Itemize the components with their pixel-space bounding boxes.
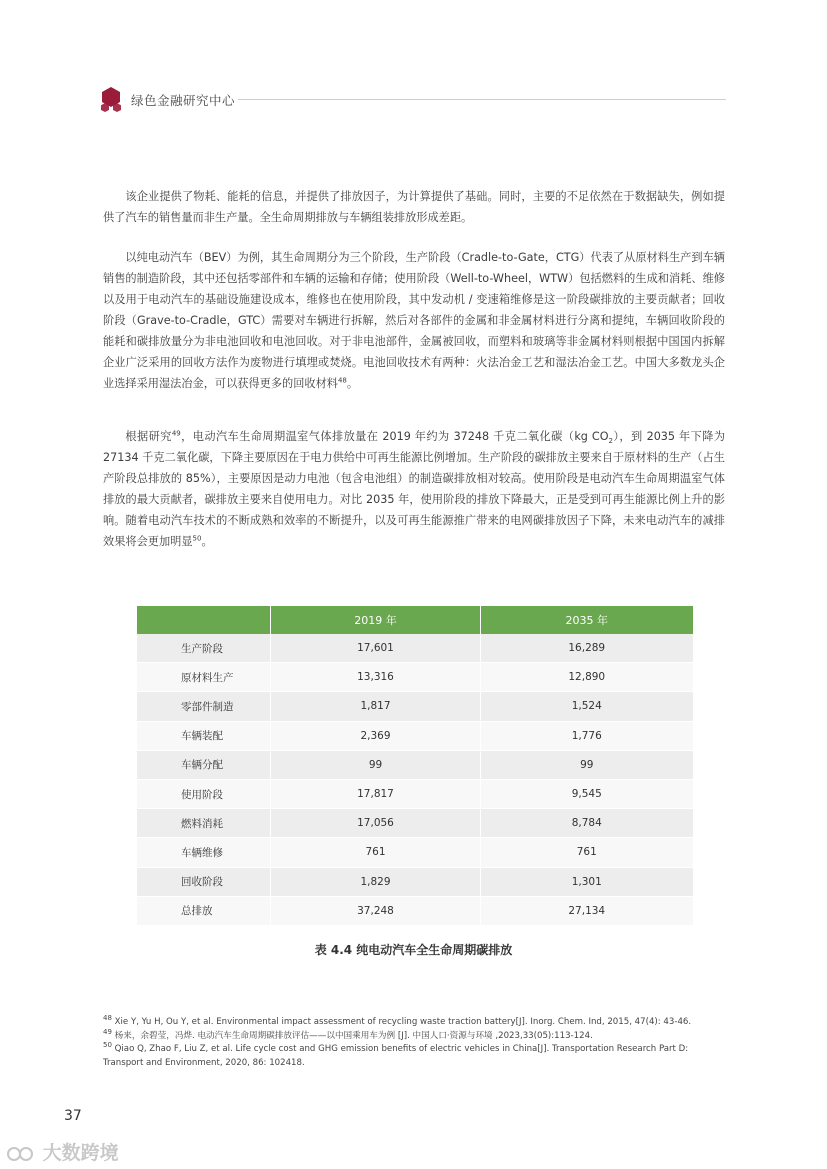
- value-2035: 27,134: [481, 896, 693, 925]
- paragraph-1: [103, 186, 725, 228]
- value-2019: 13,316: [271, 663, 481, 692]
- footnote-ref-50[interactable]: 50: [192, 534, 202, 543]
- value-2035: 761: [481, 838, 693, 867]
- table-row: [137, 867, 693, 896]
- table-row: [137, 721, 693, 750]
- value-2019: 761: [271, 838, 481, 867]
- value-2035: 12,890: [481, 663, 693, 692]
- value-2019: 17,817: [271, 779, 481, 808]
- paragraph-2: [103, 247, 725, 394]
- paragraph-2-text: 以纯电动汽车（BEV）为例，其生命周期分为三个阶段，生产阶段（Cradle-to-Gate，CTG）代表了从原材料生产到车辆销售的制造阶段，其中还包括零部件和车辆的运输和存储；使用阶段（Well-to-Wheel，WTW）包括燃料的生成和消耗、维修以及用于电动汽车的基础设施建设成本，维修也在使用阶段，其中发动机 / 变速箱维修是这一阶段碳排放的主要贡献者；回收阶段（Grave-to-Cradle，GTC）需要对车辆进行拆解，然后对各部件的金属和非金属材料进行分离和提纯，车辆回收阶段的能耗和碳排放量分为非电池回收和电池回收。对于非电池部件，金属被回收，而塑料和玻璃等非金属材料则根据中国国内拆解企业广泛采用的回收方法作为废物进行填埋或焚烧。电池回收技术有两种：火法冶金工艺和湿法冶金工艺。中国大多数龙头企业选择采用湿法冶金，可以获得更多的回收材料$^{48}$。: [103, 251, 725, 390]
- table-row: [137, 838, 693, 867]
- row-label: 使用阶段: [137, 779, 271, 808]
- value-2035: 1,301: [481, 867, 693, 896]
- value-2019: 1,817: [271, 692, 481, 721]
- value-2035: 8,784: [481, 809, 693, 838]
- value-2035: 1,524: [481, 692, 693, 721]
- header-divider: [238, 99, 726, 100]
- row-label: 车辆分配: [137, 750, 271, 779]
- value-2019: 17,601: [271, 634, 481, 663]
- row-label: 回收阶段: [137, 867, 271, 896]
- value-2019: 37,248: [271, 896, 481, 925]
- paragraph-3-text: 根据研究$^{49}$，电动汽车生命周期温室气体排放量在 2019 年约为 37248 千克二氧化碳（kg $CO_2$），到 2035 年下降为 27134 千克二氧化碳，下降主要原因在于电力供给中可再生能源比例增加。生产阶段的碳排放主要来自于原材料的生产（占生产阶段总排放的 85%），主要原因是动力电池（包含电池组）的制造碳排放相对较高。使用阶段是电动汽车生命周期温室气体排放的最大贡献者，碳排放主要来自使用电力。对比 2035 年，使用阶段的排放下降最大，正是受到可再生能源比例上升的影响。随着电动汽车技术的不断成熟和效率的不断提升，以及可再生能源推广带来的电网碳排放因子下降，未来电动汽车的减排效果将会更加明显$^{50}$。: [103, 429, 726, 548]
- org-name: 绿色金融研究中心: [131, 93, 236, 108]
- page-number: 37: [64, 1108, 82, 1124]
- table-header-row: [137, 606, 693, 634]
- table-header-2035: 2035 年: [481, 606, 693, 634]
- row-label: 总排放: [137, 896, 271, 925]
- watermark-logo-icon: [6, 1144, 36, 1164]
- table-header-2019: 2019 年: [271, 606, 481, 634]
- paragraph-3: [103, 426, 725, 552]
- value-2035: 1,776: [481, 721, 693, 750]
- table-row: [137, 896, 693, 925]
- footnotes: [103, 1016, 727, 1070]
- footnote-49: $^{49}$ 杨来，余碧莹，冯烨. 电动汽车生命周期碳排放评估——以中国乘用车为例 [J]. 中国人口·资源与环境 ,2023,33(05):113-124.: [103, 1027, 593, 1041]
- value-2019: 99: [271, 750, 481, 779]
- row-label: 燃料消耗: [137, 809, 271, 838]
- footnote-ref-48[interactable]: 48: [337, 376, 347, 385]
- value-2035: 9,545: [481, 779, 693, 808]
- row-label: 原材料生产: [137, 663, 271, 692]
- table-caption: 表 4.4 纯电动汽车全生命周期碳排放: [314, 943, 513, 957]
- footnote-48: $^{48}$ Xie Y, Yu H, Ou Y, et al. Environmental impact assessment of recycling waste traction battery[J]. Inorg. Chem. Ind, 2015, 47(4): 43-46.: [103, 1014, 692, 1027]
- page-header: [100, 86, 726, 116]
- row-label: 车辆装配: [137, 721, 271, 750]
- footnote-50: $^{50}$ Qiao Q, Zhao F, Liu Z, et al. Life cycle cost and GHG emission benefits of electric vehicles in China[J]. Transportation Research Part D: Transport and Environment, 2020, 86: 102418.: [103, 1041, 689, 1068]
- footnote-ref-49[interactable]: 49: [171, 429, 181, 438]
- value-2035: 99: [481, 750, 693, 779]
- value-2019: 2,369: [271, 721, 481, 750]
- table-row: [137, 779, 693, 808]
- watermark-text: 大数跨境: [42, 1142, 119, 1164]
- value-2019: 17,056: [271, 809, 481, 838]
- paragraph-1-text: 该企业提供了物耗、能耗的信息，并提供了排放因子，为计算提供了基础。同时，主要的不足依然在于数据缺失，例如提供了汽车的销售量而非生产量。全生命周期排放与车辆组装排放形成差距。: [103, 190, 725, 224]
- table-row: [137, 809, 693, 838]
- row-label: 生产阶段: [137, 634, 271, 663]
- table-row: [137, 663, 693, 692]
- table-header-blank: [137, 606, 271, 634]
- row-label: 车辆维修: [137, 838, 271, 867]
- watermark: [6, 1138, 119, 1165]
- row-label: 零部件制造: [137, 692, 271, 721]
- emissions-table: [136, 606, 692, 926]
- table-row: [137, 692, 693, 721]
- table-row: [137, 634, 693, 663]
- table-row: [137, 750, 693, 779]
- value-2019: 1,829: [271, 867, 481, 896]
- hexagon-logo-icon: [100, 86, 122, 112]
- value-2035: 16,289: [481, 634, 693, 663]
